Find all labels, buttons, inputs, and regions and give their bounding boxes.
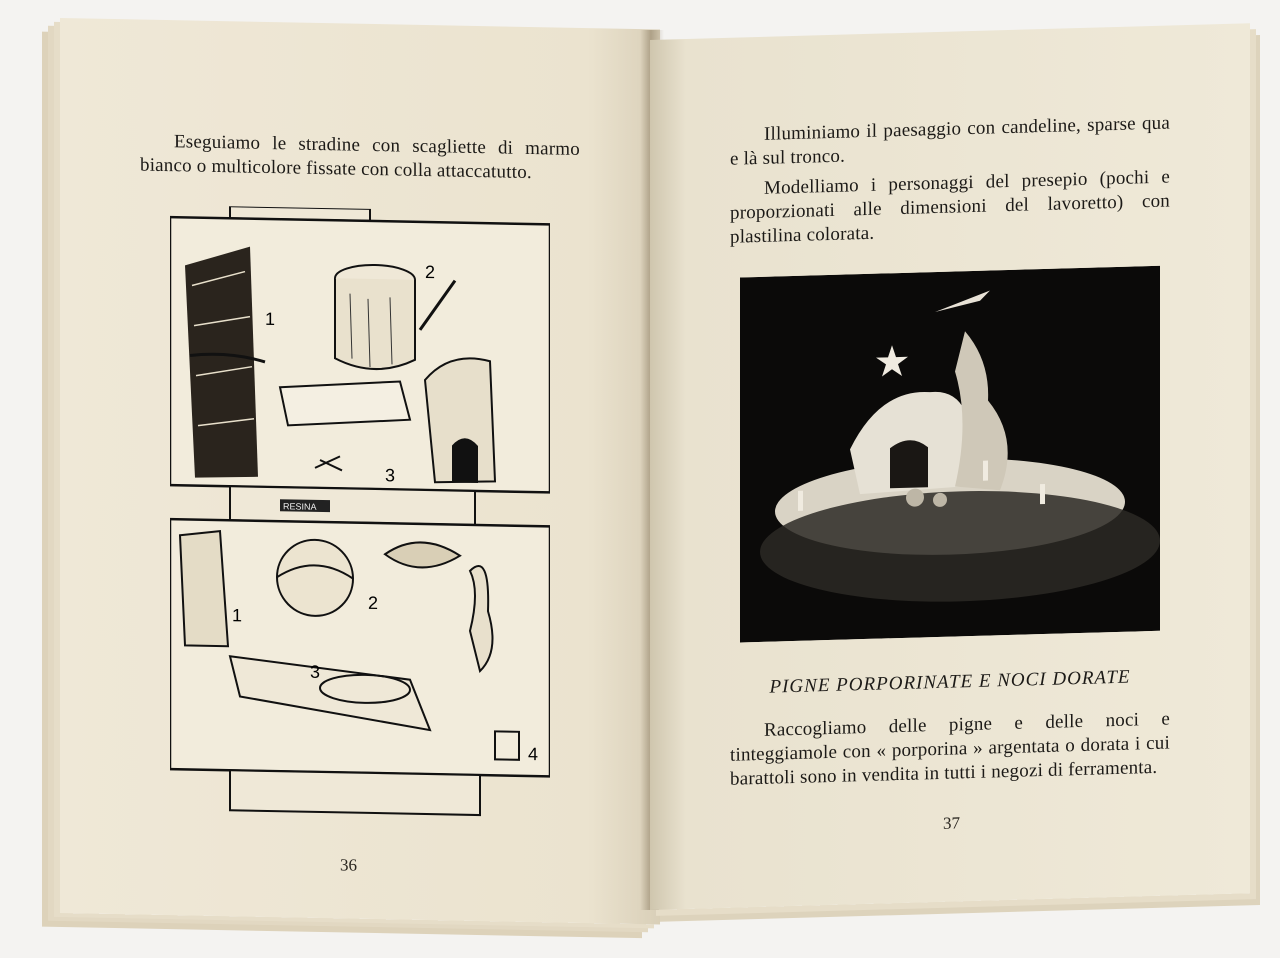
figure-number: 1 bbox=[232, 605, 243, 626]
panel-tab-bottom bbox=[230, 770, 480, 815]
figure-number: 4 bbox=[528, 743, 539, 765]
right-paragraph-1: Illuminiamo il paesaggio con candeline, sparse qua e là sul tronco. bbox=[730, 112, 1170, 170]
section-heading: PIGNE PORPORINATE E NOCI DORATE bbox=[769, 666, 1131, 698]
figure-number: 1 bbox=[265, 308, 276, 330]
page-number-left: 36 bbox=[340, 855, 357, 875]
right-page bbox=[650, 23, 1250, 910]
left-paragraph-text: Eseguiamo le stradine con scagliette di marmo bianco o multicolore fissate con colla attaccatutto. bbox=[140, 131, 580, 184]
craft-illustration bbox=[170, 205, 550, 822]
figure-number: 2 bbox=[368, 592, 379, 614]
right-paragraph-3: Raccogliamo delle pigne e delle noci e tinteggiamole con « porporina » argentata o dorata i cui barattoli sono in vendita in tutti i negozi di ferramenta. bbox=[730, 708, 1170, 790]
candle-icon bbox=[798, 491, 803, 511]
panel-bottom bbox=[170, 519, 550, 776]
right-paragraph-2: Modelliamo i personaggi del presepio (pochi e proporzionati alle dimensioni del lavoretto) con plastilina colorata. bbox=[730, 166, 1170, 248]
label-strip bbox=[230, 486, 475, 525]
small-log-drawing bbox=[180, 530, 228, 646]
candle-icon bbox=[983, 461, 988, 481]
resina-label: RESINA bbox=[283, 501, 317, 512]
stump-drawing bbox=[335, 278, 415, 370]
figure-number: 3 bbox=[385, 465, 396, 486]
right-paragraph-after bbox=[730, 707, 1170, 791]
right-paragraphs bbox=[730, 111, 1170, 255]
figure-number: 3 bbox=[310, 661, 321, 682]
left-page bbox=[60, 18, 660, 925]
walnut-drawing bbox=[277, 539, 353, 616]
candle-icon bbox=[1040, 484, 1045, 504]
figure-number: 2 bbox=[425, 262, 436, 283]
page-number-right: 37 bbox=[943, 813, 960, 833]
nativity-photo bbox=[740, 266, 1160, 643]
log-drawing bbox=[185, 245, 258, 478]
left-paragraph bbox=[140, 130, 580, 186]
